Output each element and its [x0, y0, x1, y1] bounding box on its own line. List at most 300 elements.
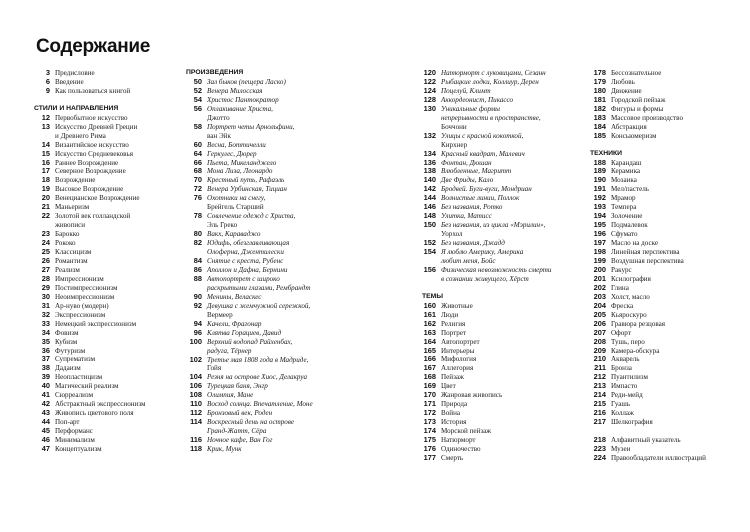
entry-title: Уорхол [441, 230, 463, 239]
toc-entry[interactable] [30, 257, 175, 266]
toc-entry[interactable] [178, 150, 416, 159]
entry-title: Физическая невозможность смерти [441, 265, 552, 274]
page-number: 54 [193, 94, 202, 104]
entry-title: Уникальные формы [441, 104, 500, 113]
toc-entry[interactable] [30, 114, 175, 123]
page-number: 13 [41, 121, 50, 131]
page-number: 114 [190, 417, 202, 427]
toc-entry[interactable] [412, 194, 587, 203]
page-number: 86 [193, 264, 202, 274]
toc-entry[interactable] [30, 239, 175, 248]
page-number: 33 [41, 318, 50, 328]
entry-title: Импасто [611, 382, 638, 391]
page-number: 68 [193, 166, 202, 176]
page-number: 156 [423, 264, 436, 274]
entry-title: Смерть [441, 453, 464, 462]
toc-entry[interactable] [584, 78, 749, 87]
toc-entry[interactable] [584, 96, 749, 105]
toc-entry[interactable] [178, 382, 416, 391]
section-heading: ПРОИЗВЕДЕНИЯ [186, 69, 244, 76]
toc-entry[interactable] [412, 391, 587, 400]
entry-title: Геркулес, Дюрер [207, 149, 257, 158]
page-number: 50 [193, 76, 202, 86]
page-number: 207 [593, 327, 606, 337]
entry-title: Без названия, Ротко [441, 203, 503, 212]
toc-entry[interactable] [584, 105, 749, 114]
toc-entry[interactable] [584, 364, 749, 373]
entry-title: Война [441, 409, 461, 418]
toc-entry[interactable] [584, 167, 749, 176]
toc-entry[interactable] [584, 391, 749, 400]
toc-entry[interactable] [30, 212, 175, 221]
toc-entry[interactable] [178, 284, 416, 293]
section-heading: ТЕХНИКИ [590, 149, 623, 157]
entry-title: Возрождение [55, 176, 96, 185]
toc-entry[interactable] [584, 159, 749, 168]
entry-title: Воздушная перспектива [611, 257, 684, 265]
toc-entry[interactable] [30, 167, 175, 176]
toc-entry[interactable] [30, 347, 175, 356]
page-number: 192 [593, 193, 606, 203]
entry-title: Брейгель Старший [207, 203, 264, 212]
toc-entry[interactable] [178, 445, 416, 454]
toc-entry[interactable] [30, 329, 175, 338]
toc-entry[interactable] [178, 302, 416, 311]
toc-entry[interactable] [584, 320, 749, 329]
entry-title: Интерьеры [441, 346, 475, 355]
page-number: 18 [41, 175, 50, 185]
toc-entry[interactable] [30, 141, 175, 150]
page-number: 218 [593, 435, 606, 445]
toc-entry[interactable] [30, 185, 175, 194]
entry-title: Охотники на снегу, [207, 194, 266, 203]
entry-title: Воскресный день на острове [207, 418, 295, 427]
toc-entry[interactable] [30, 203, 175, 212]
toc-entry[interactable] [178, 132, 416, 141]
page-number: 179 [593, 76, 606, 86]
toc-entry[interactable] [30, 293, 175, 302]
toc-entry[interactable] [412, 239, 587, 248]
entry-title: Цвет [441, 382, 456, 391]
toc-entry[interactable] [178, 167, 416, 176]
entry-title: Темпера [611, 203, 637, 212]
contents-column-1 [30, 69, 175, 454]
toc-entry[interactable] [178, 436, 416, 445]
entry-title: Мел/пастель [611, 185, 649, 194]
entry-title: Джотто [207, 113, 230, 122]
entry-title: Одиночество [441, 445, 481, 454]
toc-entry[interactable] [30, 373, 175, 382]
entry-title: Клятва Горациев, Давид [207, 328, 282, 337]
entry-title: Реализм [55, 265, 80, 274]
toc-entry[interactable] [412, 176, 587, 185]
toc-entry[interactable] [584, 445, 749, 454]
toc-entry[interactable] [584, 373, 749, 382]
toc-entry[interactable] [30, 311, 175, 320]
entry-title: Автопортрет с широко [207, 274, 280, 283]
toc-entry[interactable] [584, 454, 749, 463]
toc-entry[interactable] [30, 302, 175, 311]
entry-title: Ксилография [611, 274, 651, 283]
toc-entry[interactable] [30, 445, 175, 454]
toc-entry[interactable] [30, 338, 175, 347]
toc-entry[interactable] [584, 132, 749, 141]
page-number: 16 [41, 157, 50, 167]
entry-title: в сознании живущего, Хёрст [441, 274, 529, 283]
page-number: 58 [193, 121, 202, 131]
entry-title: Бродвей. Буги-вуги, Мондриан [441, 185, 532, 194]
toc-entry[interactable] [412, 212, 587, 221]
entry-title: Классицизм [55, 248, 92, 257]
entry-title: Коллаж [611, 409, 634, 418]
section-gap [584, 427, 749, 436]
page-number: 19 [41, 184, 50, 194]
page-number: 160 [423, 300, 436, 310]
toc-entry[interactable] [178, 418, 416, 427]
toc-entry[interactable] [30, 275, 175, 284]
page-number: 177 [423, 452, 436, 462]
entry-title: Волнистые линии, Поллок [441, 194, 520, 203]
page-number: 171 [423, 399, 436, 409]
toc-entry[interactable] [30, 132, 175, 141]
entry-title: Офорт [611, 328, 631, 337]
entry-title: Любовь [611, 77, 635, 86]
toc-entry[interactable] [178, 356, 416, 365]
entry-title: Животные [441, 301, 473, 310]
entry-title: Пейзаж [441, 373, 464, 382]
toc-entry[interactable] [30, 320, 175, 329]
entry-title: Юдифь, обезглавливающая [207, 239, 290, 248]
toc-entry[interactable] [584, 293, 749, 302]
toc-entry[interactable] [178, 159, 416, 168]
entry-title: Концептуализм [55, 445, 102, 454]
toc-entry[interactable] [178, 176, 416, 185]
toc-entry[interactable] [412, 311, 587, 320]
toc-entry[interactable] [412, 275, 587, 284]
page-number: 148 [423, 211, 436, 221]
entry-title: Портрет четы Арнольфини, [207, 122, 295, 131]
toc-entry[interactable] [584, 329, 749, 338]
toc-entry[interactable] [30, 69, 175, 78]
toc-entry[interactable] [584, 69, 749, 78]
toc-entry[interactable] [412, 409, 587, 418]
section-gap [584, 141, 749, 150]
toc-entry[interactable] [30, 355, 175, 364]
toc-entry[interactable] [178, 96, 416, 105]
entry-title: Религия [441, 319, 466, 328]
toc-entry[interactable] [178, 427, 416, 436]
entry-title: живописи [55, 221, 86, 230]
entry-title: Постимпрессионизм [55, 283, 118, 292]
toc-entry[interactable] [412, 266, 587, 275]
toc-entry[interactable] [178, 212, 416, 221]
toc-entry[interactable] [30, 194, 175, 203]
toc-entry[interactable] [412, 400, 587, 409]
entry-title: Фонтан, Дюшан [441, 158, 492, 167]
entry-title: История [441, 418, 467, 427]
toc-entry[interactable] [412, 355, 587, 364]
toc-entry[interactable] [178, 338, 416, 347]
section-gap [412, 284, 587, 293]
toc-entry[interactable] [30, 427, 175, 436]
entry-title: Улицы с красной кокоткой, [441, 131, 524, 140]
toc-entry[interactable] [30, 176, 175, 185]
toc-entry[interactable] [584, 176, 749, 185]
page-number: 169 [423, 381, 436, 391]
page-number: 44 [41, 417, 50, 427]
entry-title: Кьяроскуро [611, 310, 647, 319]
toc-entry[interactable] [178, 409, 416, 418]
toc-entry[interactable] [412, 114, 587, 123]
page-number: 6 [45, 76, 50, 86]
toc-entry[interactable] [30, 284, 175, 293]
entry-title: Влюбленные, Магритт [441, 167, 512, 176]
page-number: 176 [423, 444, 436, 454]
toc-entry[interactable] [584, 203, 749, 212]
entry-title: раскрытыми глазами, Рембрандт [207, 283, 311, 292]
toc-entry[interactable] [412, 248, 587, 257]
toc-entry[interactable] [178, 347, 416, 356]
section-gap [30, 96, 175, 105]
toc-entry[interactable] [178, 105, 416, 114]
toc-entry[interactable] [584, 185, 749, 194]
toc-entry[interactable] [412, 78, 587, 87]
entry-title: Неоимпрессионизм [55, 292, 115, 301]
toc-entry[interactable] [178, 257, 416, 266]
toc-entry[interactable] [412, 123, 587, 132]
section-heading: ТЕМЫ [422, 292, 444, 300]
toc-entry[interactable] [412, 105, 587, 114]
entry-title: Шелкография [611, 418, 653, 427]
entry-title: Маньеризм [55, 203, 90, 212]
toc-entry[interactable] [584, 409, 749, 418]
toc-entry[interactable] [178, 239, 416, 248]
entry-title: Сюрреализм [55, 391, 94, 400]
page-number: 164 [423, 336, 436, 346]
entry-title: Зал быков (пещера Ласко) [207, 77, 286, 86]
page-number: 163 [423, 327, 436, 337]
toc-entry[interactable] [178, 114, 416, 123]
toc-entry[interactable] [412, 69, 587, 78]
page-number [412, 275, 441, 284]
toc-entry[interactable] [584, 239, 749, 248]
toc-entry[interactable] [584, 248, 749, 257]
toc-entry[interactable] [178, 87, 416, 96]
toc-entry[interactable] [30, 87, 175, 96]
page-number: 112 [190, 408, 202, 418]
toc-entry[interactable] [412, 364, 587, 373]
toc-entry[interactable] [30, 159, 175, 168]
toc-entry[interactable] [178, 320, 416, 329]
toc-entry[interactable] [584, 418, 749, 427]
page-number [178, 132, 207, 141]
page-number: 210 [593, 354, 606, 364]
toc-entry[interactable] [30, 150, 175, 159]
toc-entry[interactable] [412, 167, 587, 176]
toc-entry[interactable] [412, 150, 587, 159]
toc-entry[interactable] [178, 400, 416, 409]
toc-entry[interactable] [30, 364, 175, 373]
entry-title: Футуризм [55, 346, 86, 355]
toc-entry[interactable] [178, 203, 416, 212]
toc-entry[interactable] [178, 248, 416, 257]
toc-entry[interactable] [584, 355, 749, 364]
toc-entry[interactable] [30, 382, 175, 391]
toc-entry[interactable] [30, 123, 175, 132]
toc-entry[interactable] [584, 275, 749, 284]
toc-entry[interactable] [412, 230, 587, 239]
toc-entry[interactable] [178, 329, 416, 338]
toc-entry[interactable] [412, 320, 587, 329]
toc-entry[interactable] [178, 230, 416, 239]
entry-title: Византийское искусство [55, 140, 129, 149]
toc-entry[interactable] [412, 418, 587, 427]
page-number: 223 [593, 444, 606, 453]
toc-entry[interactable] [584, 87, 749, 96]
page-number: 181 [593, 94, 606, 104]
entry-title: Музеи [611, 445, 631, 453]
toc-entry[interactable] [584, 382, 749, 391]
entry-title: Акварель [611, 355, 640, 364]
toc-entry[interactable] [178, 194, 416, 203]
entry-title: Без названия, из цикла «Мэрилин», [441, 221, 546, 230]
toc-entry[interactable] [178, 275, 416, 284]
page-number: 162 [423, 318, 436, 328]
entry-title: Эль Греко [207, 221, 238, 230]
toc-entry[interactable] [412, 454, 587, 463]
toc-entry[interactable] [412, 302, 587, 311]
toc-entry[interactable] [584, 212, 749, 221]
toc-entry[interactable] [30, 409, 175, 418]
toc-entry[interactable] [178, 391, 416, 400]
page-number: 170 [423, 390, 436, 400]
toc-entry[interactable] [178, 293, 416, 302]
entry-title: Я люблю Америку, Америка [441, 248, 524, 257]
toc-entry[interactable] [584, 221, 749, 230]
toc-entry[interactable] [30, 436, 175, 445]
entry-title: Движение [611, 86, 642, 95]
page-number: 21 [41, 202, 50, 212]
toc-entry[interactable] [412, 203, 587, 212]
toc-entry[interactable] [584, 230, 749, 239]
toc-entry[interactable] [584, 400, 749, 409]
toc-entry[interactable] [30, 78, 175, 87]
toc-entry[interactable] [30, 400, 175, 409]
toc-entry[interactable] [584, 114, 749, 123]
page-number: 184 [593, 121, 606, 131]
toc-entry[interactable] [178, 373, 416, 382]
toc-entry[interactable] [584, 311, 749, 320]
page-number: 26 [41, 256, 50, 265]
page-number: 118 [190, 444, 202, 454]
entry-title: Мозаика [611, 176, 637, 185]
page-number: 204 [593, 300, 606, 310]
toc-entry[interactable] [584, 338, 749, 347]
toc-entry[interactable] [584, 302, 749, 311]
toc-entry[interactable] [30, 418, 175, 427]
toc-entry[interactable] [30, 391, 175, 400]
page-number: 189 [593, 166, 606, 176]
toc-entry[interactable] [412, 329, 587, 338]
toc-entry[interactable] [412, 159, 587, 168]
toc-entry[interactable] [178, 364, 416, 373]
toc-entry[interactable] [30, 221, 175, 230]
entry-title: Как пользоваться книгой [55, 86, 131, 95]
toc-entry[interactable] [412, 87, 587, 96]
page-number: 185 [593, 130, 606, 140]
page-number: 175 [423, 435, 436, 445]
toc-entry[interactable] [584, 257, 749, 266]
entry-title: Предисловие [55, 69, 95, 77]
page-number: 217 [593, 417, 606, 427]
toc-entry[interactable] [412, 185, 587, 194]
page-number: 224 [593, 452, 606, 462]
toc-entry[interactable] [412, 221, 587, 230]
toc-entry[interactable] [584, 266, 749, 275]
page-number: 25 [41, 247, 50, 257]
entry-title: Люди [441, 310, 459, 319]
toc-entry[interactable] [178, 311, 416, 320]
entry-title: Раннее Возрождение [55, 158, 119, 167]
toc-entry[interactable] [30, 230, 175, 239]
toc-entry[interactable] [584, 123, 749, 132]
toc-entry[interactable] [412, 96, 587, 105]
page-number: 213 [593, 381, 606, 391]
entry-title: Первобытное искусство [55, 113, 128, 122]
toc-entry[interactable] [584, 194, 749, 203]
toc-entry[interactable] [412, 347, 587, 356]
toc-entry[interactable] [178, 141, 416, 150]
toc-entry[interactable] [178, 221, 416, 230]
toc-entry[interactable] [584, 347, 749, 356]
page-number: 108 [189, 390, 202, 400]
page-number: 39 [41, 372, 50, 382]
entry-title: Рыбацкие лодки, Коллиур, Дерен [441, 77, 539, 86]
page-number: 154 [423, 247, 436, 257]
toc-entry[interactable] [30, 266, 175, 275]
toc-entry[interactable] [412, 257, 587, 266]
toc-entry[interactable] [178, 123, 416, 132]
entry-title: Гуашь [611, 400, 631, 409]
entry-title: Холст, масло [611, 292, 650, 301]
toc-entry[interactable] [412, 373, 587, 382]
toc-entry[interactable] [412, 132, 587, 141]
toc-entry[interactable] [412, 436, 587, 445]
page-number: 94 [193, 318, 202, 328]
page-number [178, 221, 207, 230]
entry-title: Линейная перспектива [611, 248, 680, 257]
toc-entry[interactable] [584, 284, 749, 293]
toc-entry[interactable] [412, 141, 587, 150]
toc-entry[interactable] [30, 248, 175, 257]
toc-entry[interactable] [412, 427, 587, 436]
page-number: 130 [423, 103, 436, 113]
toc-entry[interactable] [178, 185, 416, 194]
page-number: 196 [593, 229, 606, 239]
page-number: 41 [41, 390, 50, 400]
toc-entry[interactable] [178, 266, 416, 275]
entry-title: Боччони [441, 122, 467, 131]
toc-entry[interactable] [412, 445, 587, 454]
page-number: 24 [41, 238, 50, 248]
toc-entry[interactable] [584, 436, 749, 445]
toc-entry[interactable] [412, 338, 587, 347]
toc-entry[interactable] [178, 78, 416, 87]
entry-title: Турецкая баня, Энгр [207, 382, 268, 391]
toc-entry[interactable] [412, 382, 587, 391]
page-number: 12 [41, 112, 50, 122]
entry-title: Жанровая живопись [441, 391, 503, 400]
